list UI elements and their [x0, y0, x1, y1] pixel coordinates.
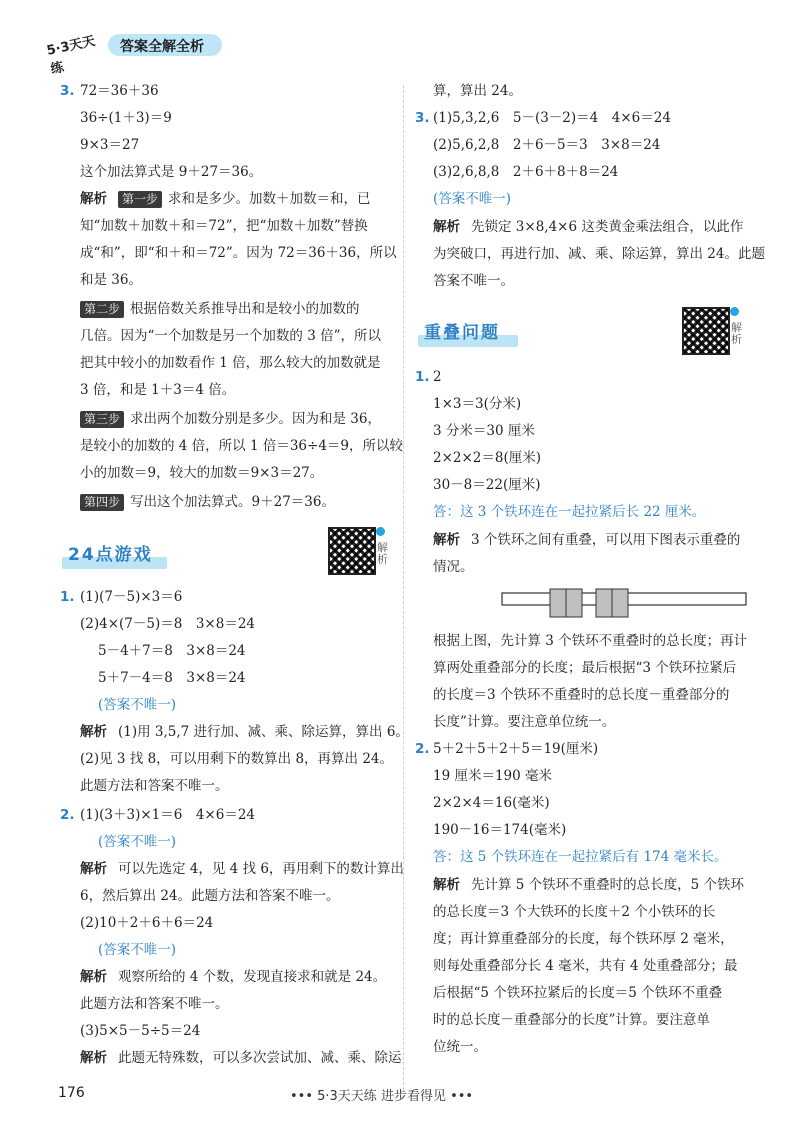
- equation-line: 36÷(1＋3)＝9: [80, 110, 172, 126]
- qr-code-icon[interactable]: [328, 527, 376, 575]
- analysis-text: 此题方法和答案不唯一。: [80, 996, 229, 1012]
- step-text: 3 倍，和是 1＋3＝4 倍。: [80, 382, 236, 398]
- analysis-text: 的总长度＝3 个大铁环的长度＋2 个小铁环的长: [433, 904, 716, 920]
- analysis-text: 此题无特殊数，可以多次尝试加、减、乘、除运: [118, 1050, 402, 1066]
- equation-line: 19 厘米＝190 毫米: [433, 768, 553, 784]
- analysis-text: 观察所给的 4 个数，发现直接求和就是 24。: [118, 969, 387, 985]
- answer-line: 答：这 3 个铁环连在一起拉紧后长 22 厘米。: [433, 504, 706, 520]
- analysis-label: 解析: [433, 219, 460, 235]
- analysis-text: 先锁定 3×8,4×6 这类黄金乘法组合，以此作: [471, 219, 744, 235]
- answer-line: 这个加法算式是 9＋27＝36。: [80, 164, 263, 180]
- note-not-unique: (答案不唯一): [98, 834, 177, 850]
- step-line: [80, 408, 381, 430]
- section-title-overlap: 重叠问题: [424, 318, 500, 343]
- question-number: 3.: [415, 110, 430, 126]
- analysis-text: 情况。: [433, 559, 474, 575]
- question-number: 2.: [60, 807, 75, 823]
- analysis-text: 先计算 5 个铁环不重叠时的总长度，5 个铁环: [471, 877, 745, 893]
- step-text: 成“和”，即“和＋和＝72”。因为 72＝36＋36，所以: [80, 245, 397, 261]
- equation-line: 1×3＝3(分米): [433, 396, 522, 412]
- step-text: 求出两个加数分别是多少。因为和是 36，: [130, 411, 381, 427]
- analysis-label: 解析: [80, 724, 107, 740]
- equation-line: 2: [433, 369, 442, 385]
- analysis-text: 位统一。: [433, 1039, 487, 1055]
- equation-line: 5＋7－4＝8 3×8＝24: [98, 670, 246, 686]
- step-line: [80, 491, 335, 513]
- analysis-text: 度；再计算重叠部分的长度，每个铁环厚 2 毫米，: [433, 931, 734, 947]
- equation-line: 3 分米＝30 厘米: [433, 423, 535, 439]
- equation-line: (3)2,6,8,8 2＋6＋8＋8＝24: [433, 164, 619, 180]
- question-number: 2.: [415, 741, 430, 757]
- question-number: 1.: [60, 589, 75, 605]
- step-tag: 第三步: [80, 411, 124, 428]
- qr-label: 解析: [731, 321, 742, 346]
- analysis-text: 则每处重叠部分长 4 毫米，共有 4 处重叠部分；最: [433, 958, 738, 974]
- qr-code-icon[interactable]: [682, 307, 730, 355]
- play-icon[interactable]: [376, 527, 385, 536]
- analysis-label: 解析: [80, 969, 107, 985]
- step-text: 和是 36。: [80, 272, 142, 288]
- play-icon[interactable]: [730, 307, 739, 316]
- analysis-text: 算两处重叠部分的长度；最后根据“3 个铁环拉紧后: [433, 660, 737, 676]
- step-line: [118, 188, 371, 210]
- analysis-text: (1)用 3,5,7 进行加、减、乘、除运算，算出 6。: [118, 724, 409, 740]
- equation-line: (3)5×5－5÷5＝24: [80, 1023, 201, 1039]
- qr-label: 解析: [377, 541, 388, 566]
- analysis-text: 答案不唯一。: [433, 273, 514, 289]
- step-text: 知“加数＋加数＋和＝72”，把“加数＋加数”替换: [80, 218, 368, 234]
- analysis-text: 后根据“5 个铁环拉紧后的长度＝5 个铁环不重叠: [433, 985, 723, 1001]
- step-text: 把其中较小的加数看作 1 倍，那么较大的加数就是: [80, 355, 381, 371]
- analysis-text: 长度”计算。要注意单位统一。: [433, 714, 616, 730]
- equation-line: (2)10＋2＋6＋6＝24: [80, 915, 214, 931]
- analysis-label: 解析: [433, 877, 460, 893]
- step-text: 写出这个加法算式。9＋27＝36。: [130, 494, 335, 510]
- logo: [45, 28, 104, 78]
- page-number: 176: [58, 1085, 85, 1101]
- question-number: 3.: [60, 83, 75, 99]
- step-text: 求和是多少。加数＋加数＝和，已: [168, 191, 371, 207]
- note-not-unique: (答案不唯一): [98, 942, 177, 958]
- analysis-text: 的长度＝3 个铁环不重叠时的总长度－重叠部分的: [433, 687, 730, 703]
- equation-line: 5－4＋7＝8 3×8＝24: [98, 643, 246, 659]
- step-tag: 第二步: [80, 301, 124, 318]
- analysis-text: 此题方法和答案不唯一。: [80, 778, 229, 794]
- logo-text: 5·3天天练: [45, 33, 97, 78]
- step-tag: 第四步: [80, 494, 124, 511]
- analysis-label: 解析: [80, 861, 107, 877]
- equation-line: 2×2×2＝8(厘米): [433, 450, 542, 466]
- analysis-text: (2)见 3 找 8，可以用剩下的数算出 8，再算出 24。: [80, 751, 394, 767]
- step-text: 小的加数＝9，较大的加数＝9×3＝27。: [80, 465, 324, 481]
- column-divider: [403, 85, 404, 1090]
- analysis-text: 时的总长度－重叠部分的长度”计算。要注意单: [433, 1012, 710, 1028]
- equation-line: 9×3＝27: [80, 137, 140, 153]
- step-tag: 第一步: [118, 191, 162, 208]
- analysis-text: 3 个铁环之间有重叠，可以用下图表示重叠的: [471, 532, 741, 548]
- note-not-unique: (答案不唯一): [98, 697, 177, 713]
- analysis-text: 根据上图，先计算 3 个铁环不重叠时的总长度；再计: [433, 633, 748, 649]
- equation-line: (1)5,3,2,6 5－(3－2)＝4 4×6＝24: [433, 110, 671, 126]
- equation-line: 190－16＝174(毫米): [433, 822, 567, 838]
- analysis-text: 6，然后算出 24。此题方法和答案不唯一。: [80, 888, 340, 904]
- step-text: 几倍。因为“一个加数是另一个加数的 3 倍”，所以: [80, 328, 381, 344]
- equation-line: (2)4×(7－5)＝8 3×8＝24: [80, 616, 255, 632]
- note-not-unique: (答案不唯一): [433, 191, 512, 207]
- equation-line: (1)(7－5)×3＝6: [80, 589, 183, 605]
- equation-line: 5＋2＋5＋2＋5＝19(厘米): [433, 741, 599, 757]
- step-line: [80, 298, 360, 320]
- analysis-label: 解析: [80, 191, 107, 207]
- header-badge-text: 答案全解全析: [120, 39, 204, 55]
- analysis-label: 解析: [80, 1050, 107, 1066]
- step-text: 是较小的加数的 4 倍，所以 1 倍＝36÷4＝9，所以较: [80, 438, 404, 454]
- step-text: 根据倍数关系推导出和是较小的加数的: [130, 301, 360, 317]
- analysis-text: 可以先选定 4，见 4 找 6，再用剩下的数计算出: [118, 861, 404, 877]
- equation-line: 72＝36＋36: [80, 83, 159, 99]
- analysis-text: 为突破口，再进行加、减、乘、除运算，算出 24。此题: [433, 246, 765, 262]
- section-title-24-game: 24点游戏: [68, 540, 153, 565]
- question-number: 1.: [415, 369, 430, 385]
- answer-line: 答：这 5 个铁环连在一起拉紧后有 174 毫米长。: [433, 849, 728, 865]
- continued-text: 算，算出 24。: [433, 83, 522, 99]
- equation-line: (1)(3＋3)×1＝6 4×6＝24: [80, 807, 255, 823]
- equation-line: (2)5,6,2,8 2＋6－5＝3 3×8＝24: [433, 137, 661, 153]
- ring-overlap-diagram: [500, 585, 748, 621]
- footer-slogan: ••• 5·3天天练 进步看得见 •••: [290, 1089, 474, 1104]
- equation-line: 2×2×4＝16(毫米): [433, 795, 550, 811]
- analysis-label: 解析: [433, 532, 460, 548]
- equation-line: 30－8＝22(厘米): [433, 477, 541, 493]
